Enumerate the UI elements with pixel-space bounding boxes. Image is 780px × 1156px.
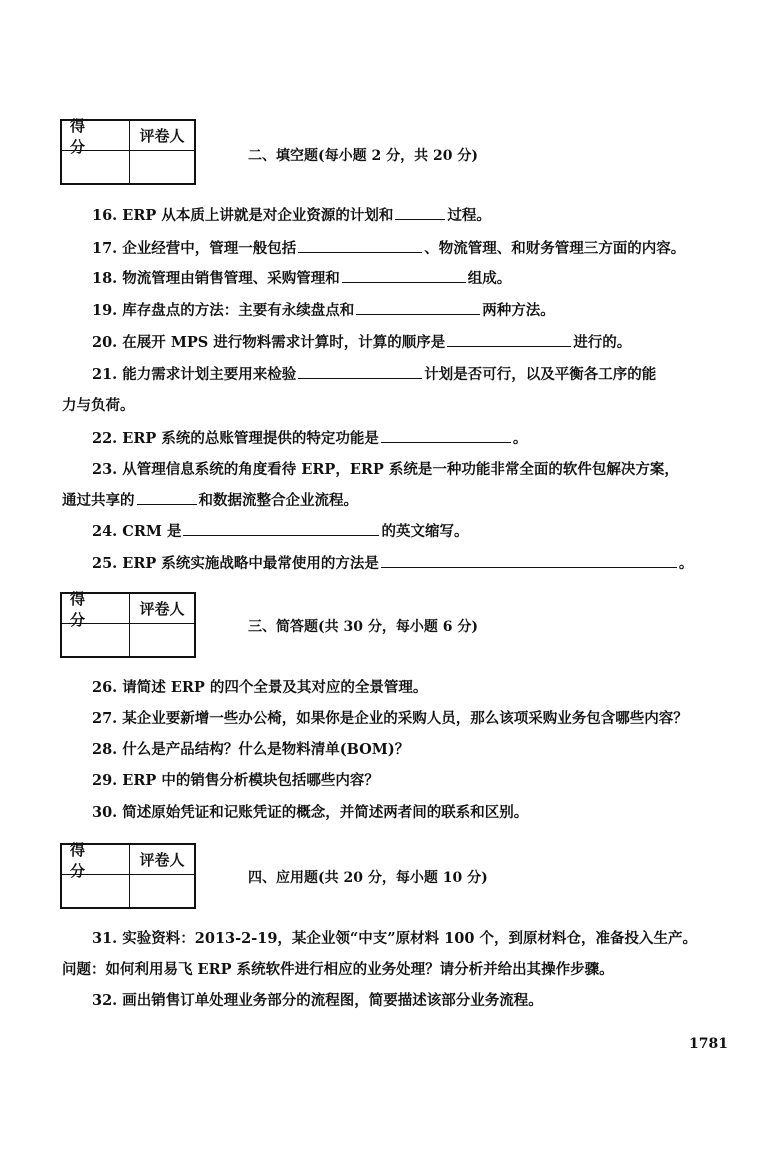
question-26: 26. 请简述 ERP 的四个全景及其对应的全景管理。 <box>92 679 428 696</box>
question-23-continued <box>62 490 358 511</box>
question-18 <box>92 268 511 289</box>
question-text: 16. ERP 从本质上讲就是对企业资源的计划和 <box>92 207 394 224</box>
question-29: 29. ERP 中的销售分析模块包括哪些内容？ <box>92 772 379 789</box>
answer-blank <box>381 553 677 568</box>
question-text: 两种方法。 <box>482 302 555 319</box>
question-24 <box>92 521 468 542</box>
question-19 <box>92 300 555 321</box>
score-label: 得 分 <box>62 594 130 624</box>
question-text: 。 <box>512 430 528 447</box>
question-text: 24. CRM 是 <box>92 523 182 540</box>
score-table-section-3 <box>60 589 196 658</box>
question-text: 22. ERP 系统的总账管理提供的特定功能是 <box>92 430 379 447</box>
answer-blank <box>447 332 571 347</box>
question-30: 30. 简述原始凭证和记账凭证的概念，并简述两者间的联系和区别。 <box>92 804 529 821</box>
score-table-section-2 <box>60 116 196 185</box>
answer-blank <box>298 364 422 379</box>
section-title-fill: 二、填空题(每小题 2 分，共 20 分) <box>248 148 478 164</box>
reviewer-cell <box>130 875 194 907</box>
score-label: 得 分 <box>62 845 130 875</box>
page-number: 1781 <box>689 1036 728 1052</box>
question-text: 17. 企业经营中，管理一般包括 <box>92 240 297 257</box>
question-25 <box>92 553 693 574</box>
answer-blank <box>298 238 422 253</box>
question-21-continued: 力与负荷。 <box>62 397 135 414</box>
score-cell <box>62 875 130 907</box>
question-21 <box>92 364 656 385</box>
question-text: 计划是否可行，以及平衡各工序的能 <box>424 366 657 383</box>
question-text: 的英文缩写。 <box>381 523 469 540</box>
answer-blank <box>137 490 197 505</box>
reviewer-cell <box>130 624 194 656</box>
question-31: 31. 实验资料：2013-2-19，某企业领“中支”原材料 100 个，到原材料仓，准备投入生产。 <box>92 930 697 947</box>
question-text: 19. 库存盘点的方法：主要有永续盘点和 <box>92 302 355 319</box>
question-22 <box>92 428 527 449</box>
reviewer-label: 评卷人 <box>130 845 194 875</box>
score-table-section-4 <box>60 840 196 909</box>
reviewer-label: 评卷人 <box>130 594 194 624</box>
question-text: 。 <box>678 555 694 572</box>
question-text: 过程。 <box>447 207 491 224</box>
reviewer-label: 评卷人 <box>130 121 194 151</box>
question-17 <box>92 238 685 259</box>
question-text: 21. 能力需求计划主要用来检验 <box>92 366 297 383</box>
answer-blank <box>356 300 480 315</box>
question-32: 32. 画出销售订单处理业务部分的流程图，简要描述该部分业务流程。 <box>92 992 543 1009</box>
section-title-short: 三、简答题(共 30 分，每小题 6 分) <box>248 619 478 635</box>
section-title-apply: 四、应用题(共 20 分，每小题 10 分) <box>248 870 488 886</box>
answer-blank <box>183 521 379 536</box>
question-16 <box>92 205 491 226</box>
answer-blank <box>395 205 445 220</box>
answer-blank <box>342 268 466 283</box>
question-23: 23. 从管理信息系统的角度看待 ERP，ERP 系统是一种功能非常全面的软件包解决方案， <box>92 461 679 478</box>
question-27: 27. 某企业要新增一些办公椅，如果你是企业的采购人员，那么该项采购业务包含哪些内容？ <box>92 710 688 727</box>
score-cell <box>62 151 130 183</box>
answer-blank <box>381 428 511 443</box>
question-text: 和数据流整合企业流程。 <box>198 492 358 509</box>
question-31-problem: 问题：如何利用易飞 ERP 系统软件进行相应的业务处理？请分析并给出其操作步骤。 <box>62 961 614 978</box>
question-text: 组成。 <box>467 270 512 287</box>
reviewer-cell <box>130 151 194 183</box>
question-text: 、物流管理、和财务管理三方面的内容。 <box>424 240 686 257</box>
question-text: 进行的。 <box>573 334 632 351</box>
question-text: 18. 物流管理由销售管理、采购管理和 <box>92 270 340 287</box>
score-label: 得 分 <box>62 121 130 151</box>
question-text: 通过共享的 <box>62 492 135 509</box>
question-20 <box>92 332 631 353</box>
question-text: 20. 在展开 MPS 进行物料需求计算时，计算的顺序是 <box>92 334 446 351</box>
question-text: 25. ERP 系统实施战略中最常使用的方法是 <box>92 555 379 572</box>
question-28: 28. 什么是产品结构？什么是物料清单(BOM)？ <box>92 741 410 758</box>
score-cell <box>62 624 130 656</box>
